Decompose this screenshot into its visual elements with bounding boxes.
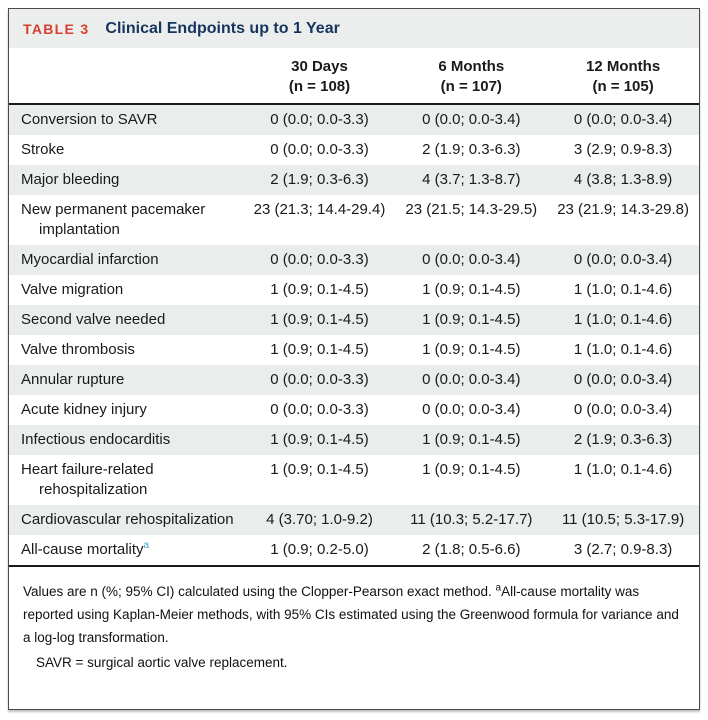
value-12-months: 11 (10.5; 5.3-17.9) — [561, 511, 685, 528]
value-12-months: 1 (1.0; 0.1-4.6) — [573, 311, 673, 328]
value-6-months: 1 (0.9; 0.1-4.5) — [422, 311, 521, 328]
value-12-months: 1 (1.0; 0.1-4.6) — [573, 341, 673, 358]
endpoint-label-text: Second valve needed — [21, 311, 166, 328]
table-row — [9, 425, 699, 455]
endpoint-label-text: Valve thrombosis — [21, 341, 135, 358]
footnote-abbreviation: SAVR = surgical aortic valve replacement. — [36, 655, 288, 670]
value-12-months: 23 (21.9; 14.3-29.8) — [557, 201, 689, 218]
endpoint-label — [9, 135, 244, 165]
value-6-months: 1 (0.9; 0.1-4.5) — [422, 341, 521, 358]
endpoint-label — [9, 455, 244, 505]
header-row — [9, 48, 699, 104]
value-30-days: 1 (0.9; 0.1-4.5) — [270, 281, 369, 298]
endpoint-label — [9, 335, 244, 365]
header-6-months-label: 6 Months — [438, 58, 505, 75]
value-12-months: 3 (2.7; 0.9-8.3) — [573, 541, 673, 558]
table-header — [9, 48, 699, 104]
value-6-months: 2 (1.8; 0.5-6.6) — [422, 541, 521, 558]
table-row — [9, 135, 699, 165]
value-6-months: 1 (0.9; 0.1-4.5) — [422, 281, 521, 298]
value-6-months: 1 (0.9; 0.1-4.5) — [422, 461, 521, 478]
value-6-months: 4 (3.7; 1.3-8.7) — [422, 171, 521, 188]
table-row — [9, 335, 699, 365]
value-30-days: 1 (0.9; 0.1-4.5) — [270, 431, 369, 448]
table-row — [9, 195, 699, 245]
value-30-days: 1 (0.9; 0.1-4.5) — [270, 311, 369, 328]
table-number-label: TABLE 3 — [23, 20, 90, 37]
header-30-days-n: (n = 108) — [288, 78, 351, 95]
table-row — [9, 455, 699, 505]
value-12-months: 0 (0.0; 0.0-3.4) — [573, 251, 673, 268]
table-row — [9, 505, 699, 535]
value-6-months: 0 (0.0; 0.0-3.4) — [422, 401, 521, 418]
value-30-days: 0 (0.0; 0.0-3.3) — [270, 141, 369, 158]
value-6-months: 0 (0.0; 0.0-3.4) — [422, 251, 521, 268]
endpoint-label-text: Conversion to SAVR — [21, 111, 158, 128]
footnote-methods-pre: Values are n (%; 95% CI) calculated using the Clopper-Pearson exact method. — [23, 584, 496, 599]
endpoint-label-text: Annular rupture — [21, 371, 125, 388]
header-empty-cell — [9, 48, 244, 104]
table-footnote — [9, 565, 699, 674]
table-row — [9, 104, 699, 135]
table-title: Clinical Endpoints up to 1 Year — [105, 19, 340, 37]
value-12-months: 0 (0.0; 0.0-3.4) — [573, 371, 673, 388]
endpoint-label — [9, 104, 244, 135]
footnote-marker: a — [143, 540, 150, 551]
header-12-months-label: 12 Months — [586, 58, 661, 75]
endpoint-label — [9, 425, 244, 455]
endpoint-label — [9, 245, 244, 275]
value-30-days: 4 (3.70; 1.0-9.2) — [266, 511, 373, 528]
endpoint-label-text: Myocardial infarction — [21, 251, 159, 268]
endpoint-label-text: Infectious endocarditis — [21, 431, 171, 448]
footnote-sup-a: a — [495, 582, 502, 594]
endpoint-label-text: Valve migration — [21, 281, 124, 298]
table-row — [9, 165, 699, 195]
table-row — [9, 305, 699, 335]
value-6-months: 23 (21.5; 14.3-29.5) — [405, 201, 538, 218]
endpoint-label-text: Major bleeding — [21, 171, 120, 188]
footnote-methods-post: All-cause mortality was reported using Kaplan-Meier methods, with 95% CIs estimated using the Greenwood formula for variance and a log-log transformation. — [23, 584, 679, 645]
header-6-months-n: (n = 107) — [440, 78, 502, 95]
table-row — [9, 365, 699, 395]
endpoint-label-text: Cardiovascular rehospitalization — [21, 511, 234, 528]
endpoint-label — [9, 275, 244, 305]
table-row — [9, 535, 699, 565]
value-6-months: 0 (0.0; 0.0-3.4) — [422, 371, 521, 388]
endpoint-label — [9, 395, 244, 425]
value-30-days: 2 (1.9; 0.3-6.3) — [270, 171, 369, 188]
value-12-months: 2 (1.9; 0.3-6.3) — [573, 431, 673, 448]
endpoint-label — [9, 365, 244, 395]
value-6-months: 11 (10.3; 5.2-17.7) — [410, 511, 533, 528]
value-12-months: 0 (0.0; 0.0-3.4) — [573, 401, 673, 418]
table-row — [9, 245, 699, 275]
value-12-months: 4 (3.8; 1.3-8.9) — [573, 171, 673, 188]
header-6-months — [395, 48, 547, 104]
endpoint-label — [9, 165, 244, 195]
table-card — [8, 8, 700, 710]
table-title-band — [9, 9, 699, 48]
value-30-days: 0 (0.0; 0.0-3.3) — [270, 251, 369, 268]
header-30-days-label: 30 Days — [291, 58, 348, 75]
value-30-days: 0 (0.0; 0.0-3.3) — [270, 111, 369, 128]
value-12-months: 0 (0.0; 0.0-3.4) — [573, 111, 673, 128]
clinical-endpoints-table — [9, 48, 699, 565]
value-30-days: 1 (0.9; 0.1-4.5) — [270, 341, 369, 358]
value-30-days: 1 (0.9; 0.2-5.0) — [270, 541, 369, 558]
value-12-months: 3 (2.9; 0.9-8.3) — [573, 141, 673, 158]
value-6-months: 0 (0.0; 0.0-3.4) — [422, 111, 521, 128]
header-12-months — [547, 48, 699, 104]
footnote-methods — [23, 580, 685, 649]
endpoint-label-text: Acute kidney injury — [21, 401, 147, 418]
value-30-days: 23 (21.3; 14.4-29.4) — [253, 201, 386, 218]
header-12-months-n: (n = 105) — [592, 78, 654, 95]
value-30-days: 1 (0.9; 0.1-4.5) — [270, 461, 369, 478]
endpoint-label — [9, 535, 244, 565]
value-6-months: 1 (0.9; 0.1-4.5) — [422, 431, 521, 448]
header-30-days — [244, 48, 396, 104]
endpoint-label-text: Stroke — [21, 141, 65, 158]
endpoint-label-text: All-cause mortality — [21, 541, 144, 558]
value-30-days: 0 (0.0; 0.0-3.3) — [270, 401, 369, 418]
table-body — [9, 104, 699, 565]
value-30-days: 0 (0.0; 0.0-3.3) — [270, 371, 369, 388]
value-6-months: 2 (1.9; 0.3-6.3) — [422, 141, 521, 158]
endpoint-label — [9, 305, 244, 335]
endpoint-label-text: New permanent pacemaker implantation — [21, 201, 206, 238]
table-row — [9, 395, 699, 425]
endpoint-label — [9, 505, 244, 535]
value-12-months: 1 (1.0; 0.1-4.6) — [573, 461, 673, 478]
table-row — [9, 275, 699, 305]
value-12-months: 1 (1.0; 0.1-4.6) — [573, 281, 673, 298]
endpoint-label-text: Heart failure-related rehospitalization — [21, 461, 154, 498]
endpoint-label — [9, 195, 244, 245]
